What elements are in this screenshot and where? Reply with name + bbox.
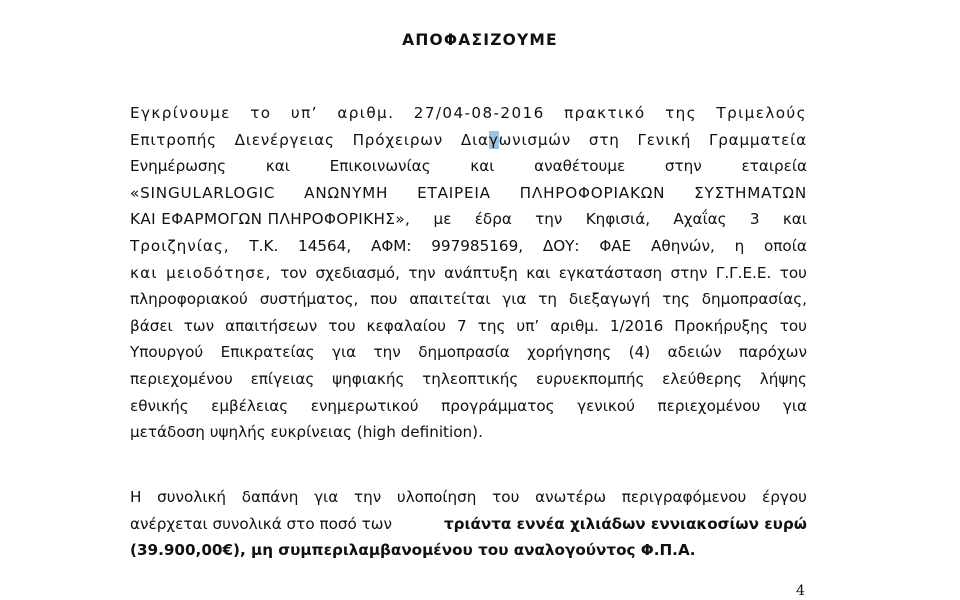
paragraph-line — [130, 127, 807, 154]
word: Τριμελούς — [716, 104, 807, 122]
word: 997985169, — [431, 236, 524, 255]
word: σχεδιασμό, — [315, 263, 400, 282]
paragraph-approval — [130, 100, 807, 446]
word: ΦΑΕ — [599, 236, 632, 255]
word: 1/2016 — [609, 316, 664, 335]
word: για — [502, 290, 527, 309]
word: ΕΤΑΙΡΕΙΑ — [417, 183, 491, 202]
word: αδειών — [667, 343, 722, 362]
word: (4) — [628, 343, 651, 362]
paragraph-line — [130, 339, 807, 366]
word: Γραμματεία — [708, 130, 807, 149]
word: ΚΑΙ ΕΦΑΡΜΟΓΩΝ ΠΛΗΡΟΦΟΡΙΚΗΣ», — [130, 210, 411, 229]
word: η — [734, 236, 745, 255]
word: βάσει — [130, 316, 173, 335]
word: οποία — [763, 236, 807, 255]
word: του — [779, 263, 807, 282]
word: για — [331, 343, 357, 362]
word: περιγραφόμενου — [621, 488, 747, 506]
paragraph-line — [130, 511, 807, 538]
word: για — [314, 488, 339, 506]
paragraph-line — [130, 153, 807, 180]
word: εθνικής — [130, 396, 189, 415]
word: Πρόχειρων — [352, 130, 444, 149]
word: στη — [588, 130, 620, 149]
word: το — [250, 104, 272, 122]
paragraph-line — [130, 484, 807, 511]
word-part: Δια — [460, 130, 489, 149]
paragraph-line — [130, 206, 807, 233]
word: Επικρατείας — [220, 343, 315, 362]
word: την — [353, 488, 382, 506]
word: ψηφιακής — [332, 369, 405, 388]
word: Επιτροπής — [130, 130, 217, 149]
word: Ενημέρωσης — [130, 157, 227, 176]
word: Κηφισιά, — [585, 210, 651, 229]
word: δημοπρασίας, — [701, 290, 807, 309]
word: τηλεοπτικής — [422, 369, 519, 388]
word: της — [665, 104, 697, 122]
word: Επικοινωνίας — [329, 157, 431, 176]
document-heading: ΑΠΟΦΑΣΙΖΟΥΜΕ — [402, 31, 558, 49]
word: της — [662, 290, 690, 309]
word: τη — [538, 290, 558, 309]
word: ΑΦΜ: — [370, 236, 412, 255]
word-with-selection[interactable] — [461, 127, 571, 154]
word: Διενέργειας — [234, 130, 335, 149]
word: πρακτικό — [564, 104, 646, 122]
word: και — [526, 263, 551, 282]
word: 3 — [749, 210, 760, 229]
amount-in-figures: (39.900,00€), μη συμπεριλαμβανομένου του αναλογούντος Φ.Π.Α. — [130, 541, 696, 560]
word: απαιτήσεων — [225, 316, 318, 335]
word: υλοποίηση — [396, 488, 477, 506]
page-number: 4 — [796, 583, 805, 599]
paragraph-line — [130, 286, 807, 313]
word: κεφαλαίου — [366, 316, 446, 335]
word: Προκήρυξης — [674, 316, 769, 335]
word: περιεχομένου — [657, 396, 761, 415]
paragraph-line — [130, 233, 807, 260]
paragraph-line — [130, 100, 807, 127]
word: εγκατάσταση — [558, 263, 663, 282]
word: προγράμματος — [441, 396, 555, 415]
word: στην — [670, 263, 708, 282]
word: «SINGULARLOGIC — [130, 183, 276, 202]
word: επίγειας — [250, 369, 315, 388]
word: την — [408, 263, 436, 282]
word: της — [477, 316, 506, 335]
word: για — [782, 396, 807, 415]
word: ΔΟΥ: — [542, 236, 580, 255]
word: την — [373, 343, 401, 362]
word: ευρυεκπομπής — [536, 369, 645, 388]
word: 7 — [456, 316, 467, 335]
word: έργου — [762, 488, 807, 506]
word: και — [265, 157, 290, 176]
paragraph-line — [130, 393, 807, 420]
word: ΑΝΩΝΥΜΗ — [304, 183, 389, 202]
word: 27/04-08-2016 — [413, 104, 545, 122]
amount-in-words: τριάντα εννέα χιλιάδων εννιακοσίων ευρώ — [443, 514, 807, 533]
line-text: ανέρχεται συνολικά στο ποσό των — [130, 514, 392, 533]
word: με — [433, 210, 452, 229]
word: των — [183, 316, 215, 335]
word: του — [328, 316, 356, 335]
word: αριθμ. — [550, 316, 599, 335]
word: μειοδότησε, — [166, 263, 272, 282]
word: Υπουργού — [130, 343, 204, 362]
word: υπ’ — [290, 104, 318, 122]
paragraph-line — [130, 260, 807, 287]
paragraph-total-cost — [130, 484, 807, 564]
word: την — [535, 210, 563, 229]
word: συνολική — [157, 488, 227, 506]
word: τον — [280, 263, 308, 282]
word: ΣΥΣΤΗΜΑΤΩΝ — [694, 183, 807, 202]
word: και — [470, 157, 495, 176]
word: του — [779, 316, 807, 335]
word-part: ωνισμών — [498, 130, 572, 149]
word: υπ’ — [516, 316, 540, 335]
word: ανωτέρω — [535, 488, 607, 506]
word: Η — [130, 488, 142, 506]
word: ΠΛΗΡΟΦΟΡΙΑΚΩΝ — [519, 183, 666, 202]
word: στην — [664, 157, 702, 176]
word: Τ.Κ. — [249, 236, 279, 255]
text-selection[interactable]: γ — [488, 130, 499, 149]
word: εμβέλειας — [211, 396, 289, 415]
paragraph-line — [130, 180, 807, 207]
line-text: μετάδοση υψηλής ευκρίνειας (high definition). — [130, 423, 483, 442]
word: χορήγησης — [527, 343, 612, 362]
word: Τροιζηνίας, — [130, 236, 230, 255]
word: αριθμ. — [337, 104, 395, 122]
word: και — [130, 263, 158, 282]
word: διεξαγωγή — [568, 290, 651, 309]
word: εταιρεία — [741, 157, 807, 176]
word: ανάπτυξη — [444, 263, 518, 282]
word: πληροφοριακού — [130, 290, 248, 309]
word: Εγκρίνουμε — [130, 104, 231, 122]
word: έδρα — [474, 210, 512, 229]
word: λήψης — [759, 369, 807, 388]
word: παρόχων — [738, 343, 807, 362]
word: αναθέτουμε — [534, 157, 626, 176]
paragraph-line — [130, 313, 807, 340]
word: που — [370, 290, 398, 309]
paragraph-line — [130, 537, 807, 564]
word: και — [782, 210, 807, 229]
word: Γ.Γ.Ε.Ε. — [715, 263, 772, 282]
word: Γενική — [637, 130, 692, 149]
word: γενικού — [577, 396, 635, 415]
word: περιεχομένου — [130, 369, 233, 388]
word: 14564, — [298, 236, 352, 255]
word: του — [492, 488, 520, 506]
word: ελεύθερης — [662, 369, 743, 388]
word: ενημερωτικού — [310, 396, 419, 415]
word: συστήματος, — [259, 290, 359, 309]
word: Αθηνών, — [651, 236, 715, 255]
word: απαιτείται — [409, 290, 491, 309]
word: Αχαΐας — [673, 210, 727, 229]
word: δαπάνη — [241, 488, 299, 506]
paragraph-line — [130, 366, 807, 393]
paragraph-line — [130, 419, 807, 446]
word: δημοπρασία — [418, 343, 510, 362]
